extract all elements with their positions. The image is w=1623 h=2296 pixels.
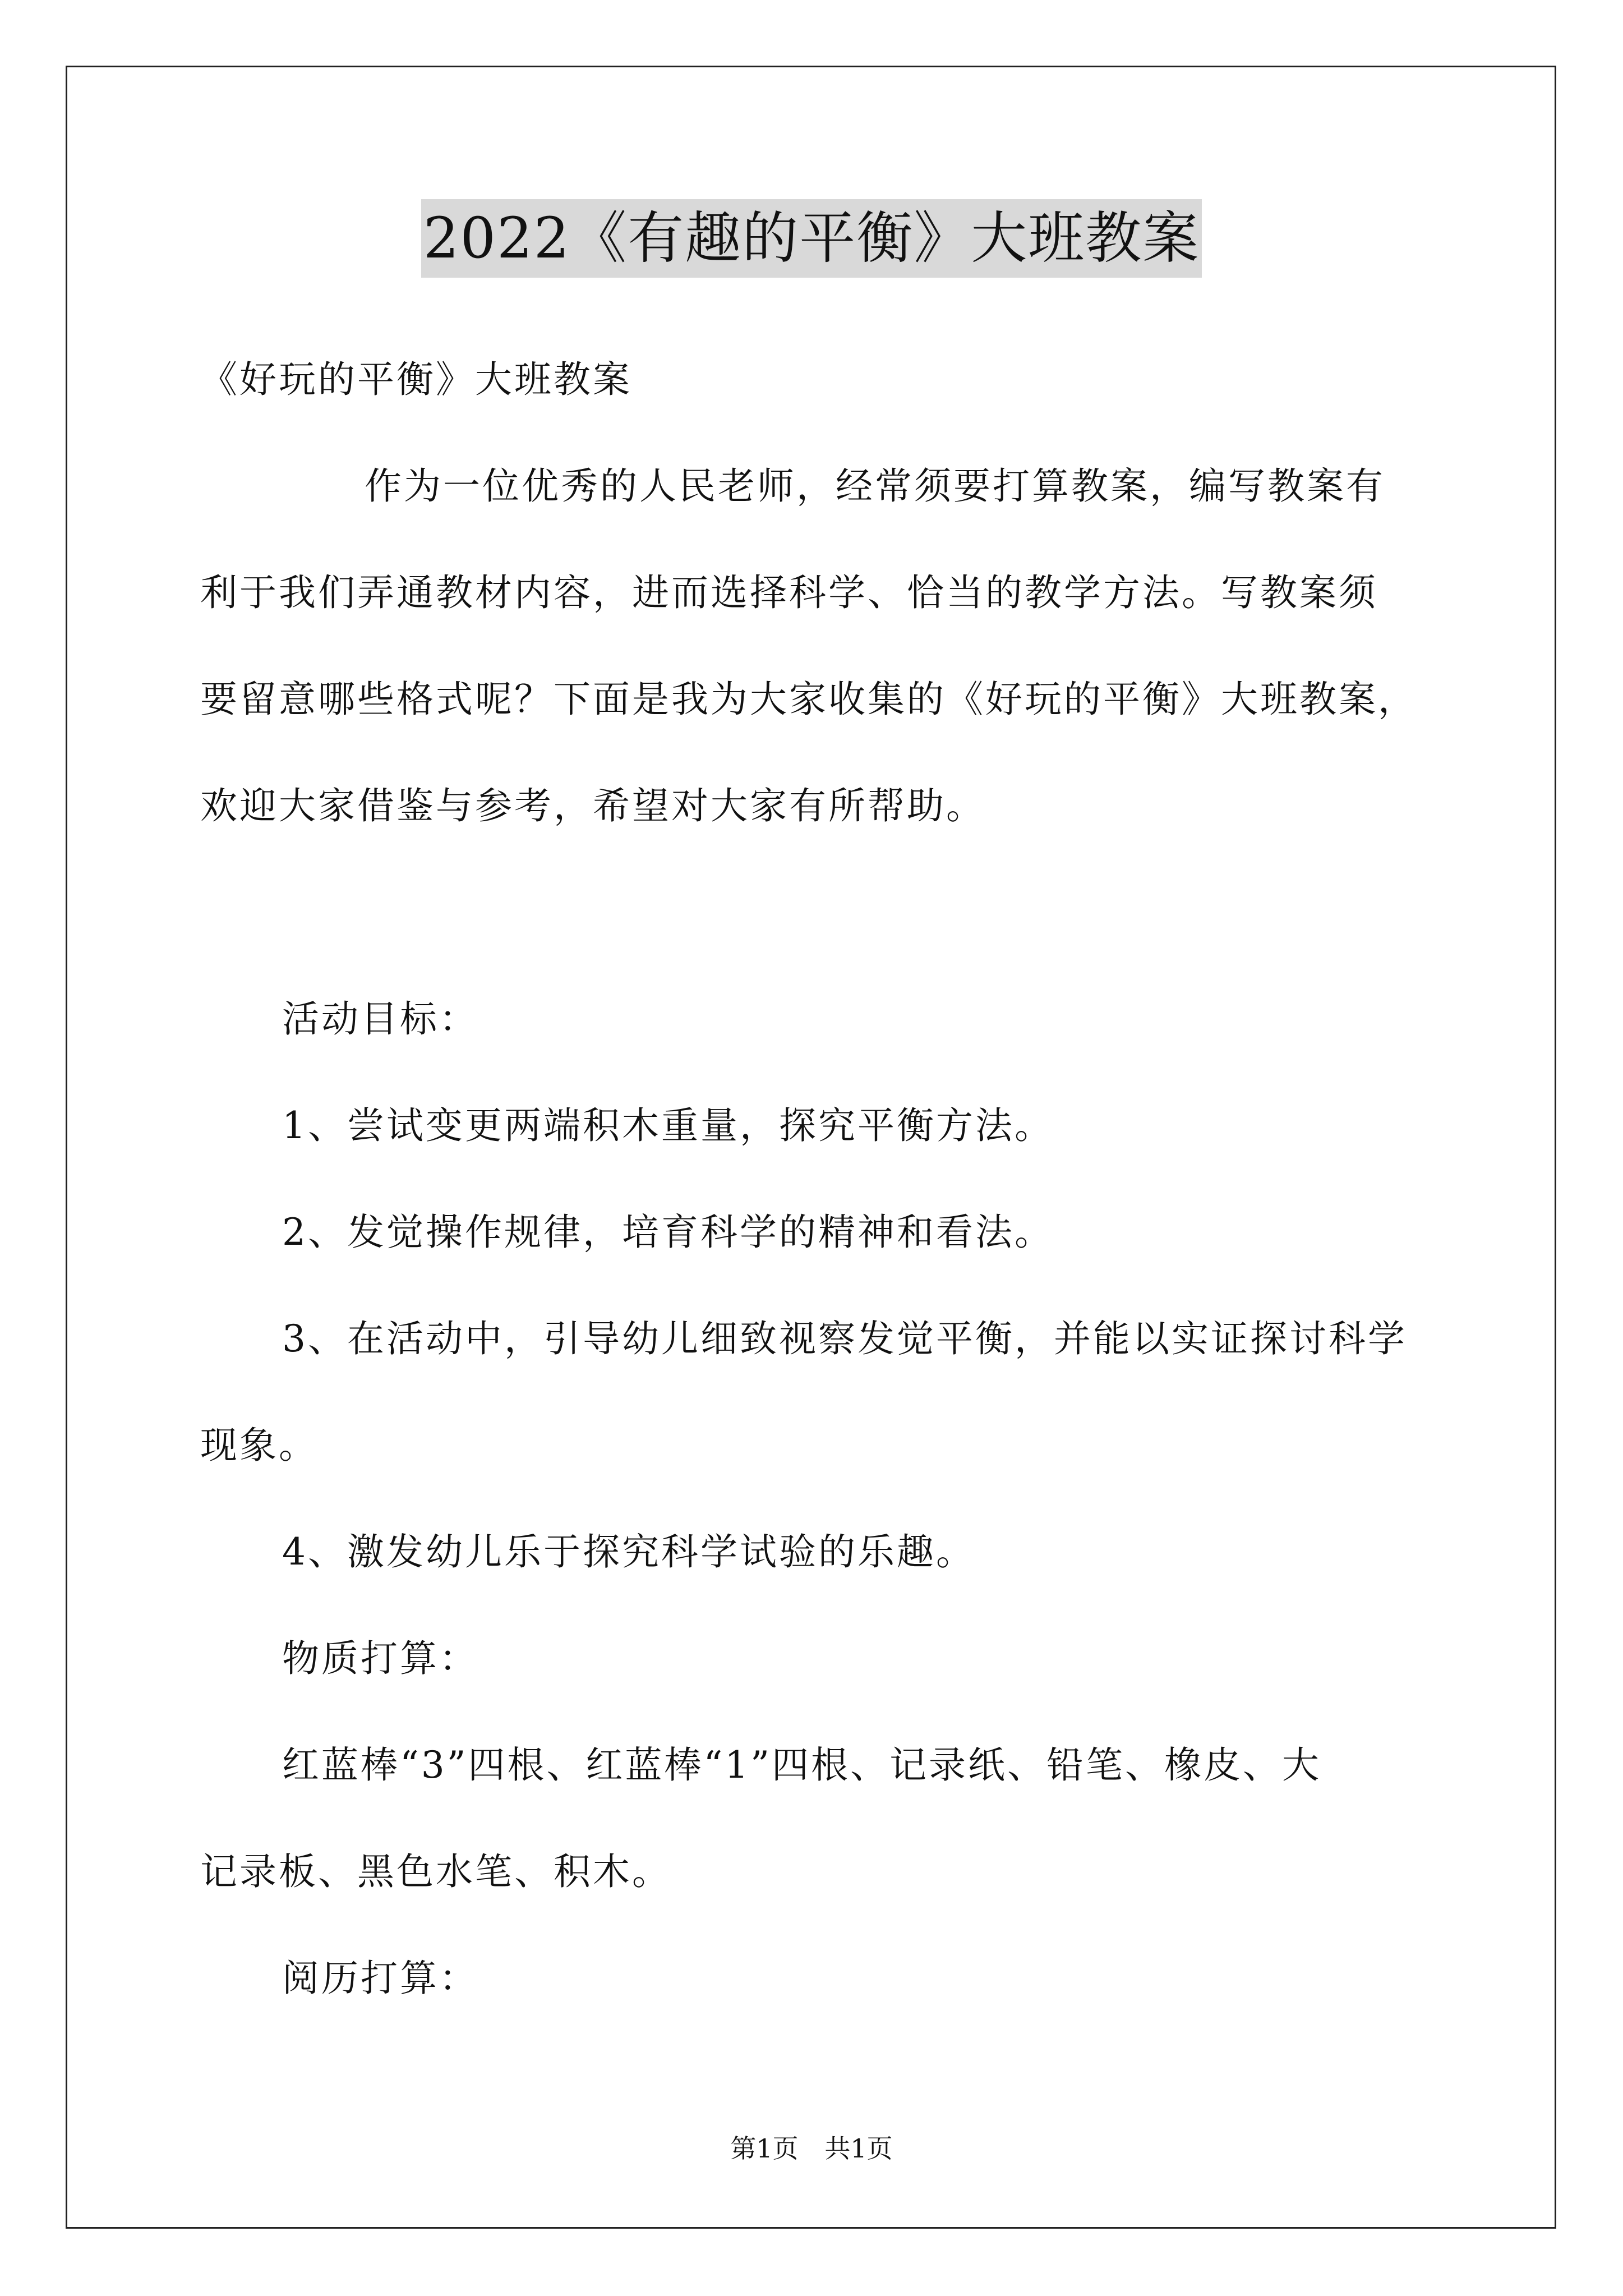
goals-heading: 活动目标： [282, 997, 478, 1041]
goal-item-4: 4、激发幼儿乐于探究科学试验的乐趣。 [282, 1530, 975, 1573]
intro-line-1: 作为一位优秀的人民老师，经常须要打算教案，编写教案有 [365, 464, 1385, 508]
intro-line-3: 要留意哪些格式呢？下面是我为大家收集的《好玩的平衡》大班教案， [200, 678, 1417, 721]
page-footer [0, 2132, 1623, 2165]
materials-line-2: 记录板、黑色水笔、积木。 [200, 1850, 671, 1893]
experience-heading: 阅历打算： [282, 1957, 478, 2000]
materials-heading: 物质打算： [282, 1637, 478, 1680]
title-wrap [0, 199, 1623, 278]
materials-line-1: 红蓝棒“3”四根、红蓝棒“1”四根、记录纸、铅笔、橡皮、大 [282, 1743, 1321, 1787]
goal-item-3-cont: 现象。 [200, 1424, 318, 1467]
page-number-total: 共1页 [824, 2133, 893, 2164]
goal-item-3: 3、在活动中，引导幼儿细致视察发觉平衡，并能以实证探讨科学 [282, 1317, 1407, 1360]
goal-item-2: 2、发觉操作规律，培育科学的精神和看法。 [282, 1211, 1054, 1254]
intro-line-2: 利于我们弄通教材内容，进而选择科学、恰当的教学方法。写教案须 [200, 571, 1378, 614]
page-number-current: 第1页 [730, 2133, 799, 2164]
document-title: 2022《有趣的平衡》大班教案 [421, 199, 1202, 278]
intro-line-4: 欢迎大家借鉴与参考，希望对大家有所帮助。 [200, 784, 985, 827]
goal-item-1: 1、尝试变更两端积木重量，探究平衡方法。 [282, 1104, 1054, 1147]
subtitle: 《好玩的平衡》大班教案 [200, 358, 632, 401]
